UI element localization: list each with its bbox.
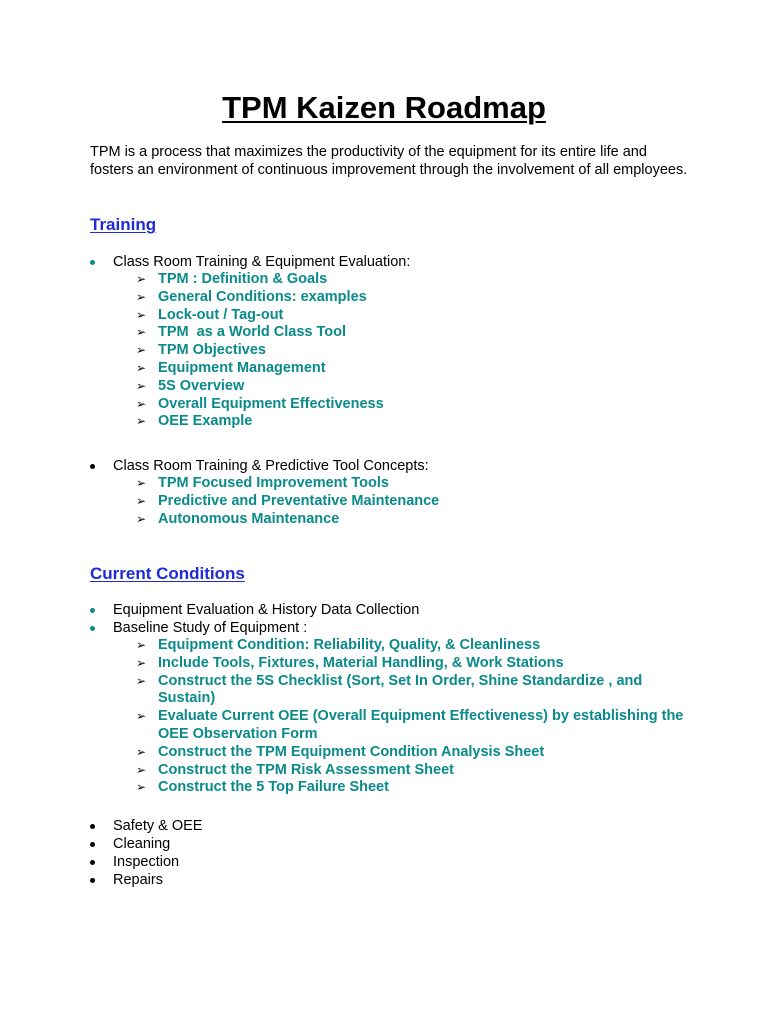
bullet-icon	[90, 860, 95, 865]
section-heading-current-conditions: Current Conditions	[90, 564, 245, 583]
arrow-bullet-icon: ➢	[136, 476, 147, 490]
arrow-bullet-icon: ➢	[136, 493, 147, 508]
sub-list-item: ➢ Construct the 5S Checklist (Sort, Set In Order, Shine Standardize , and Sustain)	[136, 672, 643, 707]
sub-list	[113, 475, 690, 528]
arrow-bullet-icon: ➢	[136, 325, 147, 340]
arrow-bullet-icon: ➢	[136, 709, 147, 724]
arrow-bullet-icon: ➢	[136, 744, 147, 759]
bullet-icon	[90, 824, 95, 829]
list-item-text: Equipment Evaluation & History Data Collection	[113, 602, 420, 618]
sub-list-item: ➢ TPM : Definition & Goals	[136, 271, 328, 287]
bullet-icon	[90, 842, 95, 847]
arrow-bullet-icon: ➢	[136, 396, 147, 411]
arrow-bullet-icon: ➢	[136, 780, 147, 795]
sub-list	[113, 637, 690, 797]
current-conditions-list	[90, 601, 690, 797]
bullet-icon	[90, 464, 95, 469]
sub-list-item: ➢ TPM as a World Class Tool	[136, 324, 346, 341]
arrow-bullet-icon: ➢	[136, 360, 147, 375]
list-item	[90, 853, 690, 871]
list-item	[90, 817, 690, 835]
arrow-bullet-icon: ➢	[136, 307, 147, 322]
list-item	[90, 619, 690, 797]
sub-list-item: ➢ Predictive and Preventative Maintenance	[136, 492, 440, 509]
list-item	[90, 835, 690, 853]
extra-bullets-list	[90, 817, 690, 889]
sub-list-item: ➢ General Conditions: examples	[136, 288, 367, 305]
list-item-text: Inspection	[113, 854, 180, 870]
list-item	[90, 601, 690, 619]
training-list-2	[90, 457, 690, 528]
bullet-icon	[90, 626, 95, 631]
list-item	[90, 253, 690, 431]
bullet-icon	[90, 878, 95, 883]
list-item	[90, 871, 690, 889]
sub-list-item: ➢ Construct the TPM Equipment Condition Analysis Sheet	[136, 743, 545, 760]
arrow-bullet-icon: ➢	[136, 511, 147, 526]
sub-list-item: ➢ 5S Overview	[136, 377, 245, 394]
list-item-text: Repairs	[113, 872, 163, 888]
training-list	[90, 253, 690, 431]
sub-list-item: ➢ TPM Focused Improvement Tools	[136, 475, 389, 491]
sub-list-item: ➢ Equipment Management	[136, 359, 326, 376]
section-heading-training: Training	[90, 215, 157, 234]
arrow-bullet-icon: ➢	[136, 638, 147, 652]
list-item-text: Class Room Training & Predictive Tool Concepts:	[113, 458, 429, 474]
arrow-bullet-icon: ➢	[136, 272, 147, 286]
sub-list-item: ➢ OEE Example	[136, 413, 253, 430]
sub-list-item: ➢ TPM Objectives	[136, 342, 266, 359]
page-title: TPM Kaizen Roadmap	[222, 90, 546, 125]
arrow-bullet-icon: ➢	[136, 378, 147, 393]
list-item-text: Class Room Training & Equipment Evaluation:	[113, 254, 411, 270]
sub-list-item: ➢ Autonomous Maintenance	[136, 510, 340, 527]
sub-list-item: ➢ Evaluate Current OEE (Overall Equipment Effectiveness) by establishing the OEE Observation Form	[136, 708, 684, 742]
arrow-bullet-icon: ➢	[136, 655, 147, 670]
bullet-icon	[90, 260, 95, 265]
sub-list-item: ➢ Lock-out / Tag-out	[136, 306, 284, 323]
sub-list-item: ➢ Equipment Condition: Reliability, Quality, & Cleanliness	[136, 637, 541, 653]
sub-list	[113, 271, 690, 431]
intro-paragraph: TPM is a process that maximizes the productivity of the equipment for its entire life and fosters an environment of continuous improvement through the involvement of all employees.	[90, 144, 688, 178]
sub-list-item: ➢ Overall Equipment Effectiveness	[136, 395, 384, 412]
sub-list-item: ➢ Construct the TPM Risk Assessment Sheet	[136, 761, 454, 778]
arrow-bullet-icon: ➢	[136, 289, 147, 304]
arrow-bullet-icon: ➢	[136, 762, 147, 777]
list-item-text: Cleaning	[113, 836, 171, 852]
arrow-bullet-icon: ➢	[136, 414, 147, 429]
arrow-bullet-icon: ➢	[136, 673, 147, 688]
sub-list-item: ➢ Include Tools, Fixtures, Material Handling, & Work Stations	[136, 654, 564, 671]
arrow-bullet-icon: ➢	[136, 343, 147, 358]
bullet-icon	[90, 608, 95, 613]
list-item-text: Safety & OEE	[113, 818, 203, 834]
list-item-text: Baseline Study of Equipment :	[113, 620, 308, 636]
list-item	[90, 457, 690, 528]
sub-list-item: ➢ Construct the 5 Top Failure Sheet	[136, 779, 389, 796]
